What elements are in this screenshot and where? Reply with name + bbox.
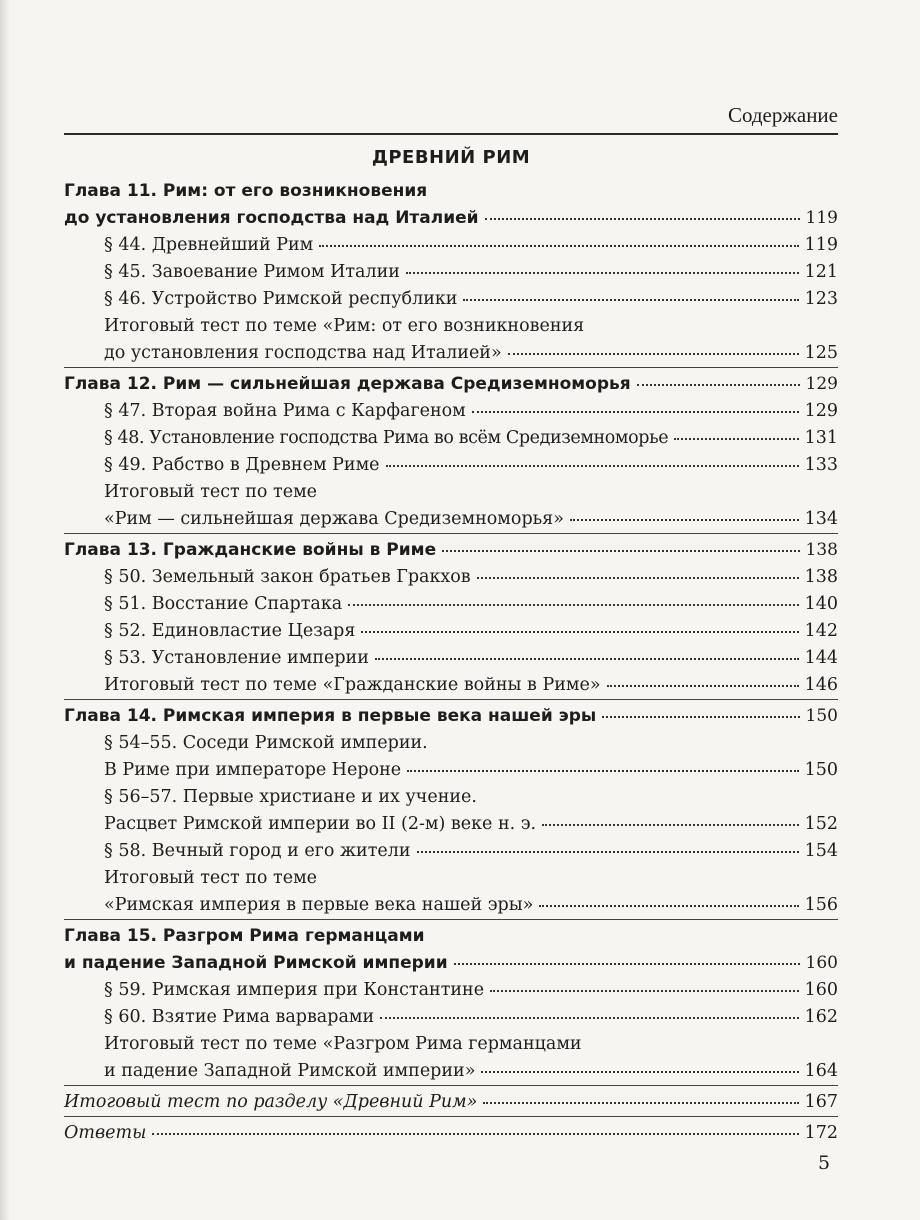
section-divider [64, 367, 838, 368]
toc-entry-label: Глава 12. Рим — сильнейшая держава Средиземноморья [64, 374, 631, 394]
toc-entry[interactable] [64, 757, 838, 783]
header-title: Содержание [727, 103, 838, 127]
toc-entry-label: Расцвет Римской империи во II (2-м) веке н. э. [104, 814, 537, 834]
toc-page-number: 160 [805, 953, 838, 973]
toc-entry-label: Глава 11. Рим: от его возникновения [64, 181, 428, 201]
toc-page-number: 162 [804, 1007, 838, 1027]
toc-page-number: 144 [804, 648, 838, 668]
leader-dots [417, 845, 799, 853]
toc-entry[interactable] [64, 645, 838, 671]
leader-dots [542, 818, 799, 826]
toc-entry-label: § 58. Вечный город и его жители [104, 841, 411, 861]
toc-entry-label: Итоговый тест по теме «Разгром Рима германцами [104, 1034, 582, 1054]
toc-page-number: 138 [804, 567, 838, 587]
toc-page-number: 119 [804, 235, 838, 255]
toc-page-number: 121 [804, 262, 838, 282]
toc-page-number: 129 [805, 374, 838, 394]
leader-dots [406, 266, 799, 274]
toc-entry[interactable] [64, 286, 838, 312]
toc-entry[interactable] [64, 506, 838, 532]
toc-chapter-heading[interactable] [64, 371, 838, 397]
toc-page-number: 119 [805, 208, 838, 228]
toc-entry-label: Глава 14. Римская империя в первые века нашей эры [64, 706, 597, 726]
toc-entry-label: § 44. Древнейший Рим [104, 235, 314, 255]
leader-dots [483, 1096, 798, 1104]
toc-entry-label: § 50. Земельный закон братьев Гракхов [104, 567, 471, 587]
toc-entry-label: Итоговый тест по теме [104, 868, 318, 888]
toc-final-test[interactable] [64, 1089, 838, 1115]
leader-dots [490, 984, 799, 992]
toc-page-number: 134 [804, 509, 838, 529]
leader-dots [477, 571, 799, 579]
toc-page-number: 150 [804, 760, 838, 780]
toc-entry[interactable] [64, 259, 838, 285]
toc-entry-label: Глава 13. Гражданские войны в Риме [64, 540, 437, 560]
toc-page-number: 131 [804, 428, 838, 448]
toc-entry-label: § 47. Вторая война Рима с Карфагеном [104, 401, 466, 421]
toc-entry-label: до установления господства над Италией» [104, 343, 502, 363]
toc-entry-label: Итоговый тест по теме «Рим: от его возникновения [104, 316, 585, 336]
leader-dots [319, 239, 798, 247]
toc-page-number: 154 [804, 841, 838, 861]
page-number: 5 [818, 1152, 831, 1174]
toc-entry[interactable] [64, 591, 838, 617]
toc-entry[interactable] [64, 1004, 838, 1030]
toc-entry[interactable] [64, 313, 838, 339]
leader-dots [375, 652, 799, 660]
toc-entry-label: Глава 15. Разгром Рима германцами [64, 926, 425, 946]
toc-page-number: 138 [805, 540, 838, 560]
leader-dots [485, 212, 800, 220]
toc-entry[interactable] [64, 811, 838, 837]
toc-page-number: 140 [804, 594, 838, 614]
toc-entry-label: § 48. Установление господства Рима во всём Средиземноморье [104, 428, 669, 448]
toc-entry-label: § 53. Установление империи [104, 648, 369, 668]
leader-dots [508, 347, 799, 355]
page-edge-shadow [0, 0, 10, 1220]
leader-dots [463, 293, 798, 301]
leader-dots [637, 378, 800, 386]
leader-dots [602, 710, 799, 718]
toc-entry-label: Итоговый тест по разделу «Древний Рим» [64, 1092, 478, 1112]
toc-entry[interactable] [64, 479, 838, 505]
section-divider [64, 1116, 838, 1117]
toc-page-number: 146 [804, 675, 838, 695]
leader-dots [472, 405, 799, 413]
toc-entry[interactable] [64, 730, 838, 756]
toc-answers[interactable] [64, 1120, 838, 1146]
toc-entry-label: и падение Западной Римской империи [64, 953, 448, 973]
section-divider [64, 699, 838, 700]
toc-entry[interactable] [64, 564, 838, 590]
toc-entry-label: Итоговый тест по теме «Гражданские войны в Риме» [104, 675, 601, 695]
section-divider [64, 919, 838, 920]
toc-page-number: 123 [804, 289, 838, 309]
toc-chapter-heading[interactable] [64, 703, 838, 729]
toc-page-number: 160 [804, 980, 838, 1000]
leader-dots [361, 625, 798, 633]
leader-dots [607, 679, 799, 687]
toc-page-number: 150 [805, 706, 838, 726]
toc-entry-label: § 60. Взятие Рима варварами [104, 1007, 375, 1027]
running-header [64, 103, 838, 135]
toc-entry-label: § 45. Завоевание Римом Италии [104, 262, 400, 282]
leader-dots [386, 459, 799, 467]
toc-entry[interactable] [64, 398, 838, 424]
toc-chapter-heading[interactable] [64, 537, 838, 563]
leader-dots [454, 957, 800, 965]
leader-dots [152, 1127, 798, 1135]
toc-entry[interactable] [64, 232, 838, 258]
toc-page-number: 164 [804, 1061, 838, 1081]
toc-entry-label: до установления господства над Италией [64, 208, 479, 228]
toc-page-number: 152 [804, 814, 838, 834]
leader-dots [348, 598, 798, 606]
toc-page-number: 125 [804, 343, 838, 363]
leader-dots [407, 764, 798, 772]
toc-chapter-heading[interactable] [64, 178, 838, 204]
toc-entry-label: § 52. Единовластие Цезаря [104, 621, 356, 641]
toc-entry[interactable] [64, 340, 838, 366]
toc-entry[interactable] [64, 784, 838, 810]
toc-page-number: 172 [804, 1123, 838, 1143]
toc-entry[interactable] [64, 865, 838, 891]
leader-dots [481, 1065, 798, 1073]
toc-entry[interactable] [64, 892, 838, 918]
leader-dots [539, 899, 798, 907]
toc-page-number: 142 [804, 621, 838, 641]
toc-entry[interactable] [64, 452, 838, 478]
toc-entry-label: «Римская империя в первые века нашей эры» [104, 895, 534, 915]
toc-entry[interactable] [64, 1031, 838, 1057]
section-divider [64, 1085, 838, 1086]
toc-chapter-heading[interactable] [64, 205, 838, 231]
toc-entry-label: § 49. Рабство в Древнем Риме [104, 455, 380, 475]
toc-chapter-heading[interactable] [64, 950, 838, 976]
toc-entry[interactable] [64, 425, 838, 451]
toc-page-number: 129 [804, 401, 838, 421]
toc-entry-label: § 56–57. Первые христиане и их учение. [104, 787, 477, 807]
toc-chapter-heading[interactable] [64, 923, 838, 949]
leader-dots [674, 432, 798, 440]
toc-entry[interactable] [64, 1058, 838, 1084]
toc-entry-label: и падение Западной Римской империи» [104, 1061, 476, 1081]
toc-entry-label: § 54–55. Соседи Римской империи. [104, 733, 428, 753]
toc-entry-label: § 46. Устройство Римской республики [104, 289, 458, 309]
toc-entry-label: Ответы [64, 1123, 147, 1143]
leader-dots [442, 544, 799, 552]
toc-entry-label: «Рим — сильнейшая держава Средиземноморья» [104, 509, 564, 529]
leader-dots [570, 513, 799, 521]
toc-entry-label: § 51. Восстание Спартака [104, 594, 343, 614]
toc-page-number: 167 [804, 1092, 838, 1112]
toc-page-number: 133 [804, 455, 838, 475]
toc-entry-label: Итоговый тест по теме [104, 482, 318, 502]
toc-entry-label: В Риме при императоре Нероне [104, 760, 402, 780]
toc-page-number: 156 [804, 895, 838, 915]
toc-entry[interactable] [64, 838, 838, 864]
toc-entry-label: § 59. Римская империя при Константине [104, 980, 485, 1000]
section-divider [64, 533, 838, 534]
toc-entry[interactable] [64, 977, 838, 1003]
section-title: ДРЕВНИЙ РИМ [371, 147, 531, 168]
toc-entry[interactable] [64, 618, 838, 644]
toc-entry[interactable] [64, 672, 838, 698]
leader-dots [380, 1011, 798, 1019]
